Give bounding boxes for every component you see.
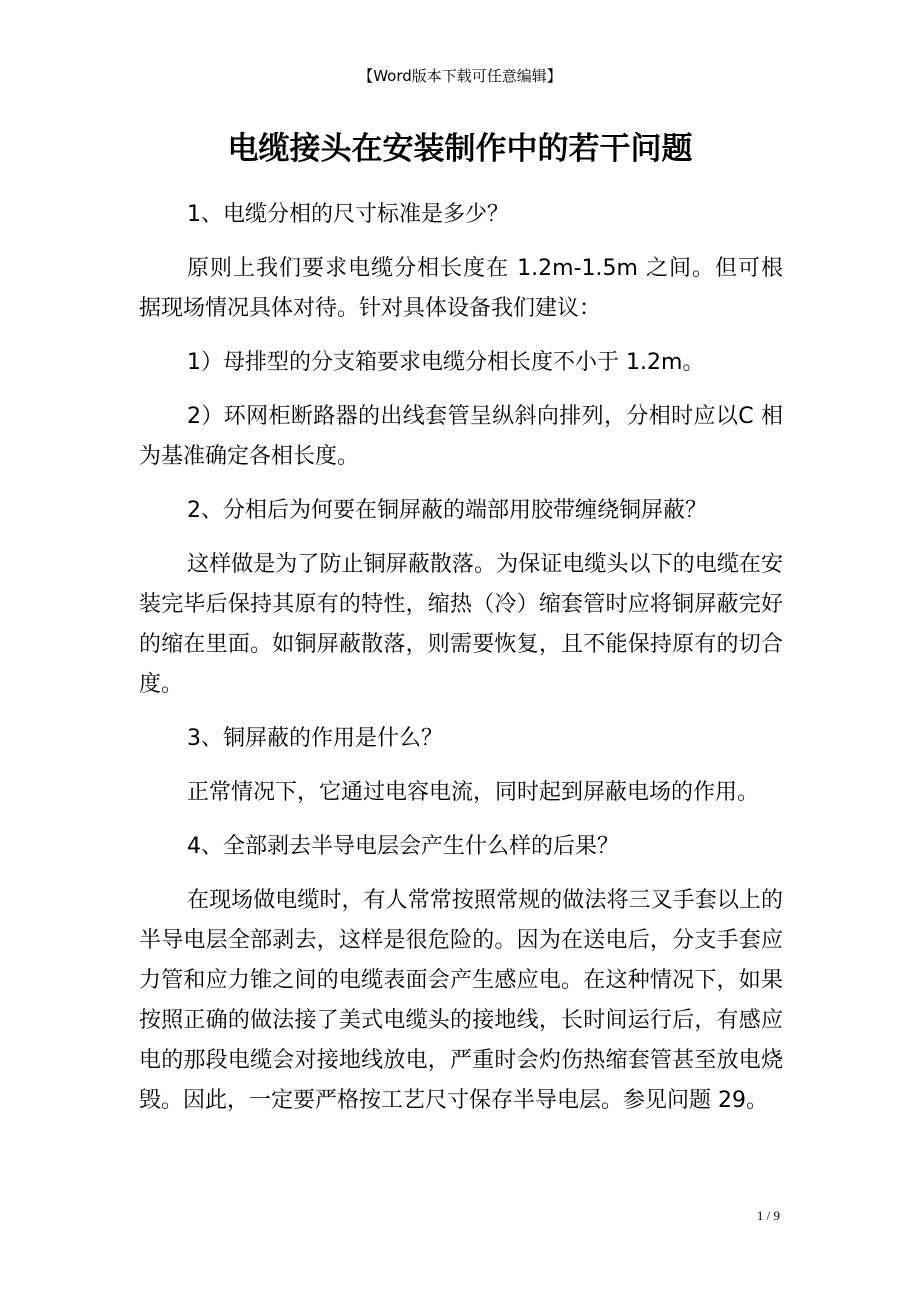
answer-1-item-2: 2）环网柜断路器的出线套管呈纵斜向排列，分相时应以C 相为基准确定各相长度。 (139, 404, 783, 469)
answer-1: 原则上我们要求电缆分相长度在 1.2m-1.5m 之间。但可根据现场情况具体对待。针对具体设备我们建议： (139, 256, 783, 321)
answer-2: 这样做是为了防止铜屏蔽散落。为保证电缆头以下的电缆在安装完毕后保持其原有的特性，缩热（冷）缩套管时应将铜屏蔽完好的缩在里面。如铜屏蔽散落，则需要恢复，且不能保持原有的切合度。 (139, 552, 783, 697)
document-body (139, 195, 783, 1135)
answer-4: 在现场做电缆时，有人常常按照常规的做法将三叉手套以上的半导电层全部剥去，这样是很危险的。因为在送电后，分支手套应力管和应力锥之间的电缆表面会产生感应电。在这种情况下，如果按照正确的做法接了美式电缆头的接地线，长时间运行后，有感应电的那段电缆会对接地线放电，严重时会灼伤热缩套管甚至放电烧毁。因此，一定要严格按工艺尺寸保存半导电层。参见问题 29。 (139, 888, 783, 1113)
page-title: 电缆接头在安装制作中的若干问题 (227, 131, 693, 167)
question-2: 2、分相后为何要在铜屏蔽的端部用胶带缠绕铜屏蔽？ (187, 498, 707, 523)
question-1: 1、电缆分相的尺寸标准是多少？ (187, 202, 509, 227)
question-4: 4、全部剥去半导电层会产生什么样的后果？ (187, 834, 619, 859)
answer-3: 正常情况下，它通过电容电流，同时起到屏蔽电场的作用。 (187, 780, 760, 805)
header-note: 【Word版本下载可任意编辑】 (358, 67, 562, 85)
answer-1-item-1: 1）母排型的分支箱要求电缆分相长度不小于 1.2m。 (187, 350, 705, 375)
page-number: 1 / 9 (756, 1208, 780, 1223)
question-3: 3、铜屏蔽的作用是什么？ (187, 726, 443, 751)
